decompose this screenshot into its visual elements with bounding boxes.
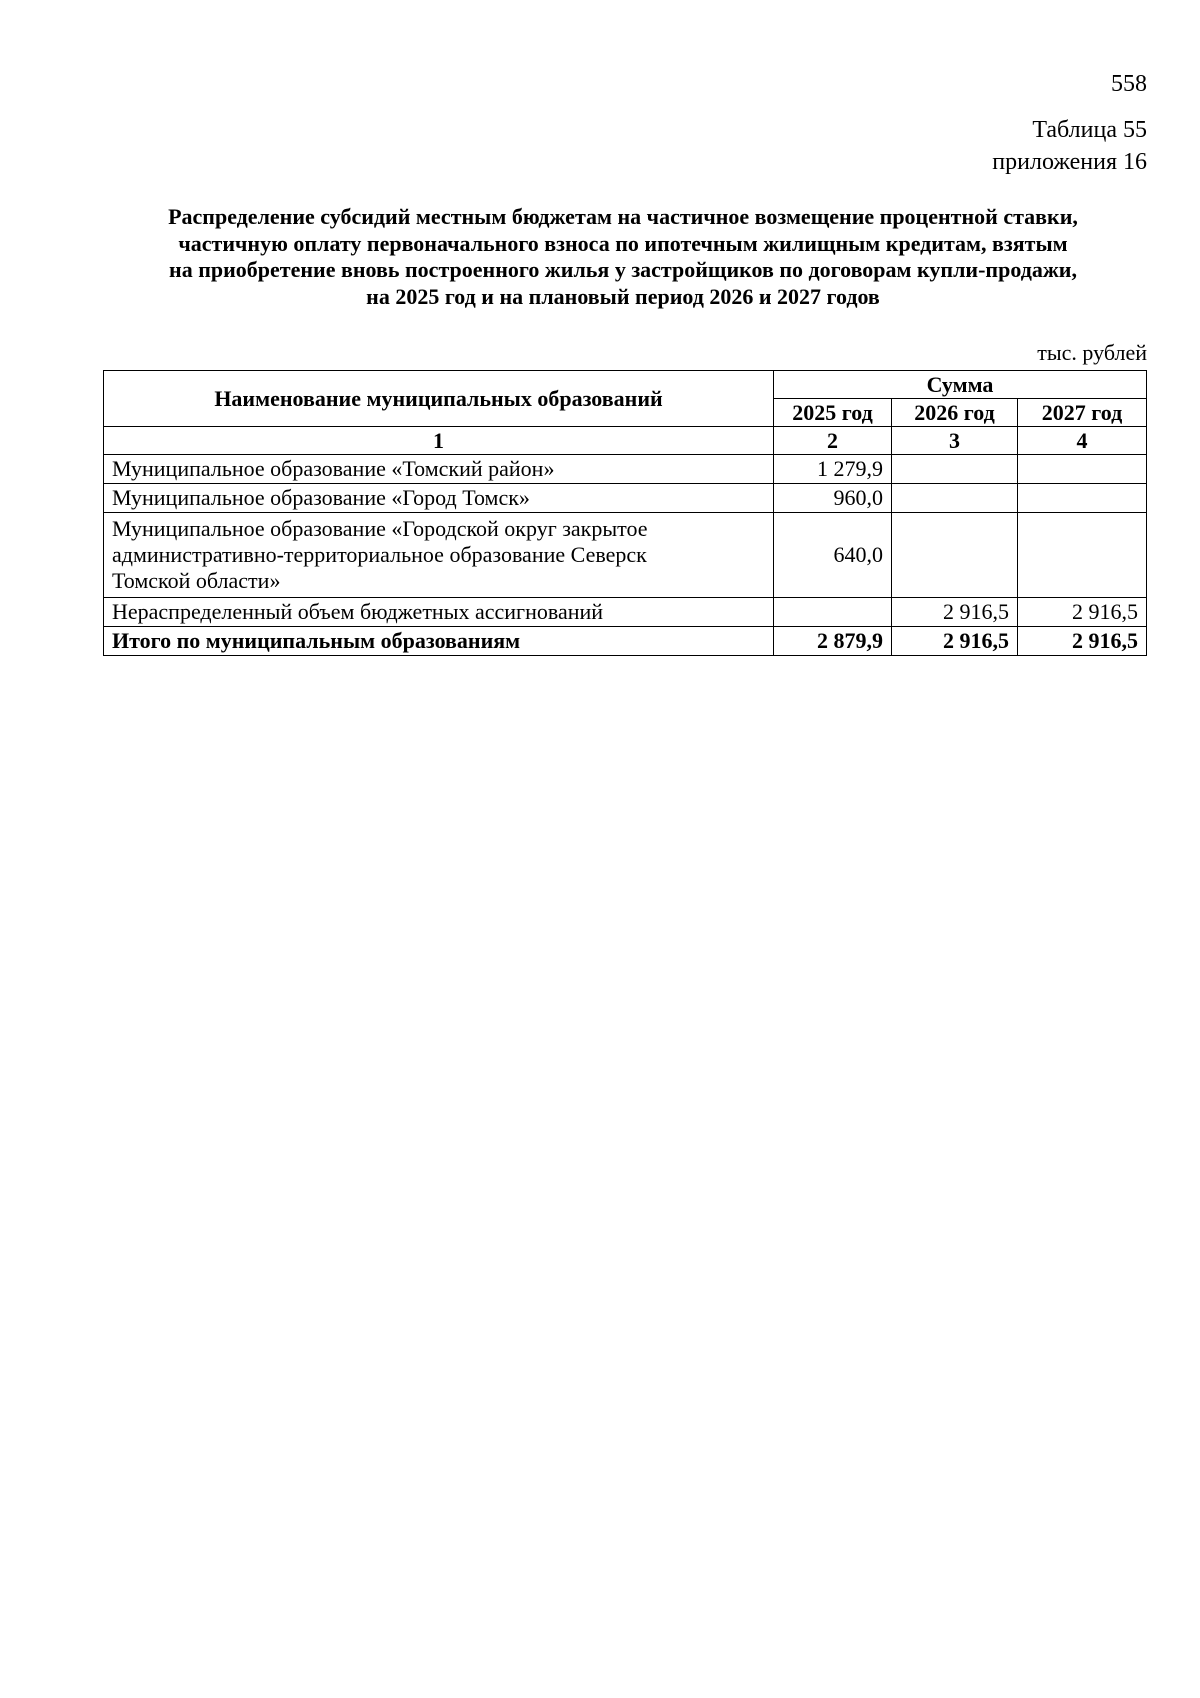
header-year-2025: 2025 год xyxy=(774,399,892,427)
header-sum: Сумма xyxy=(774,371,1147,399)
value-2025: 640,0 xyxy=(774,513,892,598)
value-2027 xyxy=(1018,513,1147,598)
header-year-2026: 2026 год xyxy=(892,399,1018,427)
total-row xyxy=(104,627,1147,656)
title-line-4: на 2025 год и на плановый период 2026 и 2027 годов xyxy=(366,283,880,309)
municipality-name-line: административно-территориальное образование Северск xyxy=(112,542,647,567)
total-2026: 2 916,5 xyxy=(892,627,1018,656)
title-line-3: на приобретение вновь построенного жилья у застройщиков по договорам купли-продажи, xyxy=(169,257,1077,282)
document-title xyxy=(103,204,1143,310)
header-row xyxy=(104,371,1147,399)
value-2026: 2 916,5 xyxy=(892,598,1018,627)
municipality-name xyxy=(104,513,774,598)
table-ref-line-1: Таблица 55 xyxy=(1032,117,1147,143)
value-2027 xyxy=(1018,484,1147,513)
value-2027 xyxy=(1018,455,1147,484)
municipality-name: Муниципальное образование «Томский район» xyxy=(104,455,774,484)
value-2025 xyxy=(774,598,892,627)
value-2025: 960,0 xyxy=(774,484,892,513)
municipality-name: Нераспределенный объем бюджетных ассигнований xyxy=(104,598,774,627)
column-number: 2 xyxy=(774,427,892,455)
value-2026 xyxy=(892,455,1018,484)
value-2025: 1 279,9 xyxy=(774,455,892,484)
table-reference xyxy=(992,114,1147,178)
municipality-name-line: Муниципальное образование «Городской округ закрытое xyxy=(112,516,648,541)
table-row xyxy=(104,513,1147,598)
column-number-row xyxy=(104,427,1147,455)
table-row xyxy=(104,455,1147,484)
total-2027: 2 916,5 xyxy=(1018,627,1147,656)
units-label: тыс. рублей xyxy=(1037,340,1147,365)
total-label: Итого по муниципальным образованиям xyxy=(104,627,774,656)
title-line-1: Распределение субсидий местным бюджетам на частичное возмещение процентной ставки, xyxy=(168,204,1078,229)
value-2026 xyxy=(892,484,1018,513)
municipality-name: Муниципальное образование «Город Томск» xyxy=(104,484,774,513)
header-municipality-name: Наименование муниципальных образований xyxy=(104,371,774,427)
table-ref-line-2: приложения 16 xyxy=(992,149,1147,175)
title-line-2: частичную оплату первоначального взноса по ипотечным жилищным кредитам, взятым xyxy=(178,230,1068,256)
table-row xyxy=(104,598,1147,627)
table-row xyxy=(104,484,1147,513)
column-number: 1 xyxy=(104,427,774,455)
column-number: 3 xyxy=(892,427,1018,455)
municipality-name-line: Томской области» xyxy=(112,568,281,593)
value-2026 xyxy=(892,513,1018,598)
column-number: 4 xyxy=(1018,427,1147,455)
subsidy-table xyxy=(103,370,1147,656)
value-2027: 2 916,5 xyxy=(1018,598,1147,627)
page-number: 558 xyxy=(1111,71,1147,97)
header-year-2027: 2027 год xyxy=(1018,399,1147,427)
total-2025: 2 879,9 xyxy=(774,627,892,656)
